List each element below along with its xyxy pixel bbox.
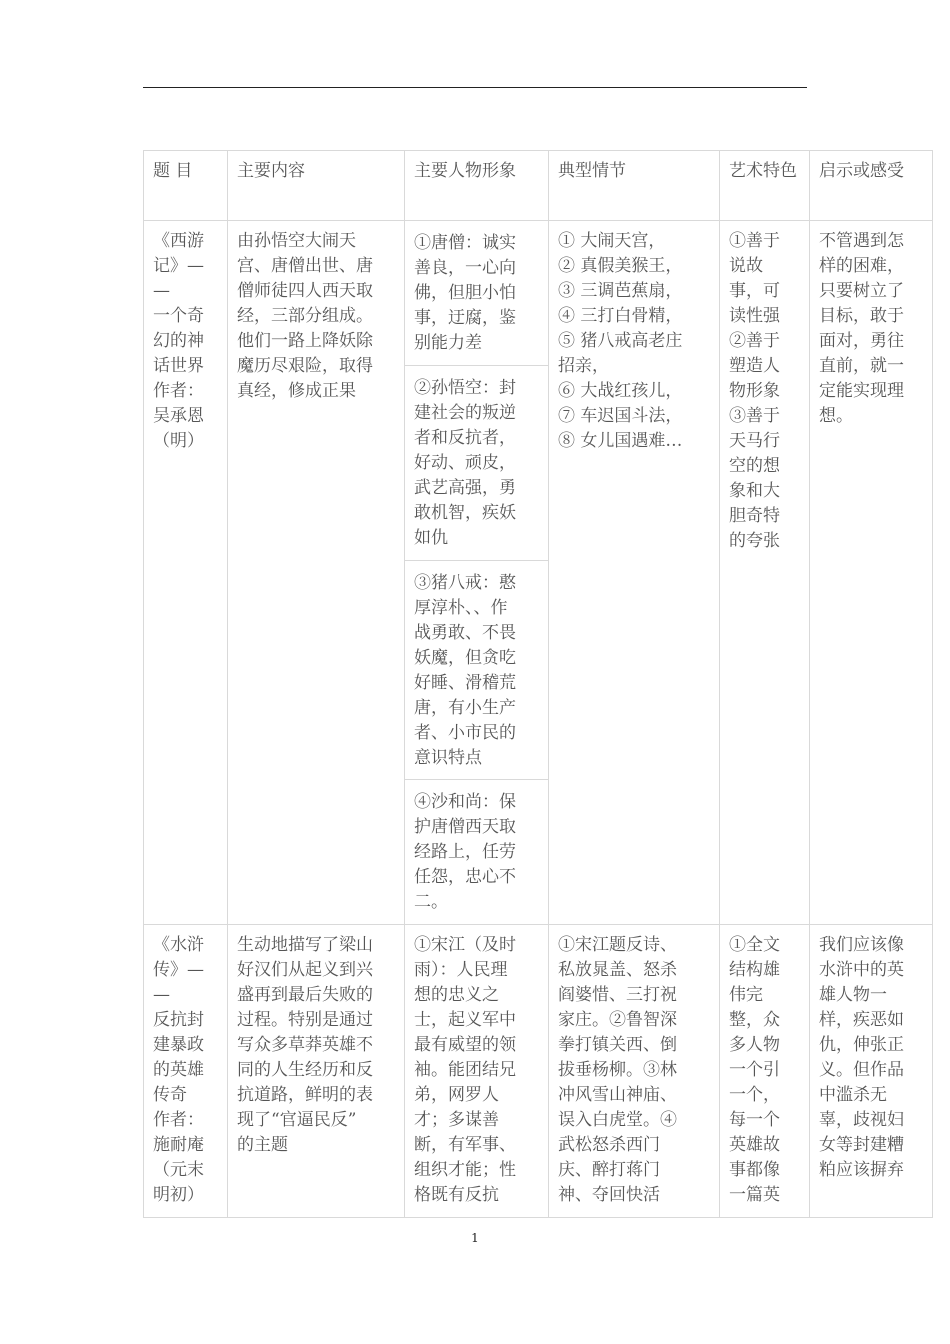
page-number: 1 <box>471 1231 479 1245</box>
xiyouji-art-cell: ①善于 说故 事，可 读性强 ②善于 塑造人 物形象 ③善于 天马行 空的想 象和大 胆奇特 的夸张 <box>720 221 810 925</box>
xiyouji-content-cell: 由孙悟空大闹天 宫、唐僧出世、唐 僧师徒四人西天取 经，三部分组成。 他们一路上降妖除 魔历尽艰险，取得 真经，修成正果 <box>228 221 405 925</box>
xiyouji-character-sunwukong: ②孙悟空：封 建社会的叛逆 者和反抗者， 好动、顽皮， 武艺高强，勇 敢机智，疾妖 如仇 <box>405 366 549 561</box>
header-art: 艺术特色 <box>720 151 810 221</box>
xiyouji-character-shaheshang: ④沙和尚：保 护唐僧西天取 经路上，任劳 任怨，忠心不 二。 <box>405 780 549 925</box>
xiyouji-title-cell: 《西游 记》— — 一个奇 幻的神 话世界 作者： 吴承恩 （明） <box>144 221 228 925</box>
shuihu-content-cell: 生动地描写了梁山 好汉们从起义到兴 盛再到最后失败的 过程。特别是通过 写众多草莽英雄不 同的人生经历和反 抗道路，鲜明的表 现了“官逼民反” 的主题 <box>228 925 405 1218</box>
table-row-xiyouji <box>144 221 933 366</box>
header-title: 题 目 <box>144 151 228 221</box>
header-rule <box>143 87 807 88</box>
shuihu-title-cell: 《水浒 传》— — 反抗封 建暴政 的英雄 传奇 作者： 施耐庵 （元末 明初） <box>144 925 228 1218</box>
table-header-row <box>144 151 933 221</box>
shuihu-character-cell: ①宋江（及时 雨）：人民理 想的忠义之 士，起义军中 最有威望的领 袖。能团结兄 弟，网罗人 才；多谋善 断，有军事、 组织才能；性 格既有反抗 <box>405 925 549 1218</box>
shuihu-insight-cell: 我们应该像 水浒中的英 雄人物一 样，疾恶如 仇，伸张正 义。但作品 中滥杀无 辜，歧视妇 女等封建糟 粕应该摒弃 <box>810 925 933 1218</box>
header-content: 主要内容 <box>228 151 405 221</box>
header-plots: 典型情节 <box>549 151 720 221</box>
xiyouji-character-zhubajie: ③猪八戒：憨 厚淳朴、、作 战勇敢、不畏 妖魔，但贪吃 好睡、滑稽荒 唐，有小生产 者、小市民的 意识特点 <box>405 561 549 780</box>
header-insight: 启示或感受 <box>810 151 933 221</box>
header-characters: 主要人物形象 <box>405 151 549 221</box>
xiyouji-plot-cell: ① 大闹天宫， ② 真假美猴王， ③ 三调芭蕉扇， ④ 三打白骨精， ⑤ 猪八戒高老庄 招亲， ⑥ 大战红孩儿， ⑦ 车迟国斗法， ⑧ 女儿国遇难… <box>549 221 720 925</box>
shuihu-art-cell: ①全文 结构雄 伟完 整，众 多人物 一个引 一个， 每一个 英雄故 事都像 一篇英 <box>720 925 810 1218</box>
table-row-shuihu <box>144 925 933 1218</box>
shuihu-plot-cell: ①宋江题反诗、 私放晁盖、怒杀 阎婆惜、三打祝 家庄。②鲁智深 拳打镇关西、倒 拔垂杨柳。③林 冲风雪山神庙、 误入白虎堂。④ 武松怒杀西门 庆、醉打蒋门 神、夺回快活 <box>549 925 720 1218</box>
xiyouji-insight-cell: 不管遇到怎 样的困难， 只要树立了 目标，敢于 面对，勇往 直前，就一 定能实现理 想。 <box>810 221 933 925</box>
novel-summary-table <box>143 150 933 1218</box>
xiyouji-character-tangseng: ①唐僧：诚实 善良，一心向 佛，但胆小怕 事，迂腐，鉴 别能力差 <box>405 221 549 366</box>
